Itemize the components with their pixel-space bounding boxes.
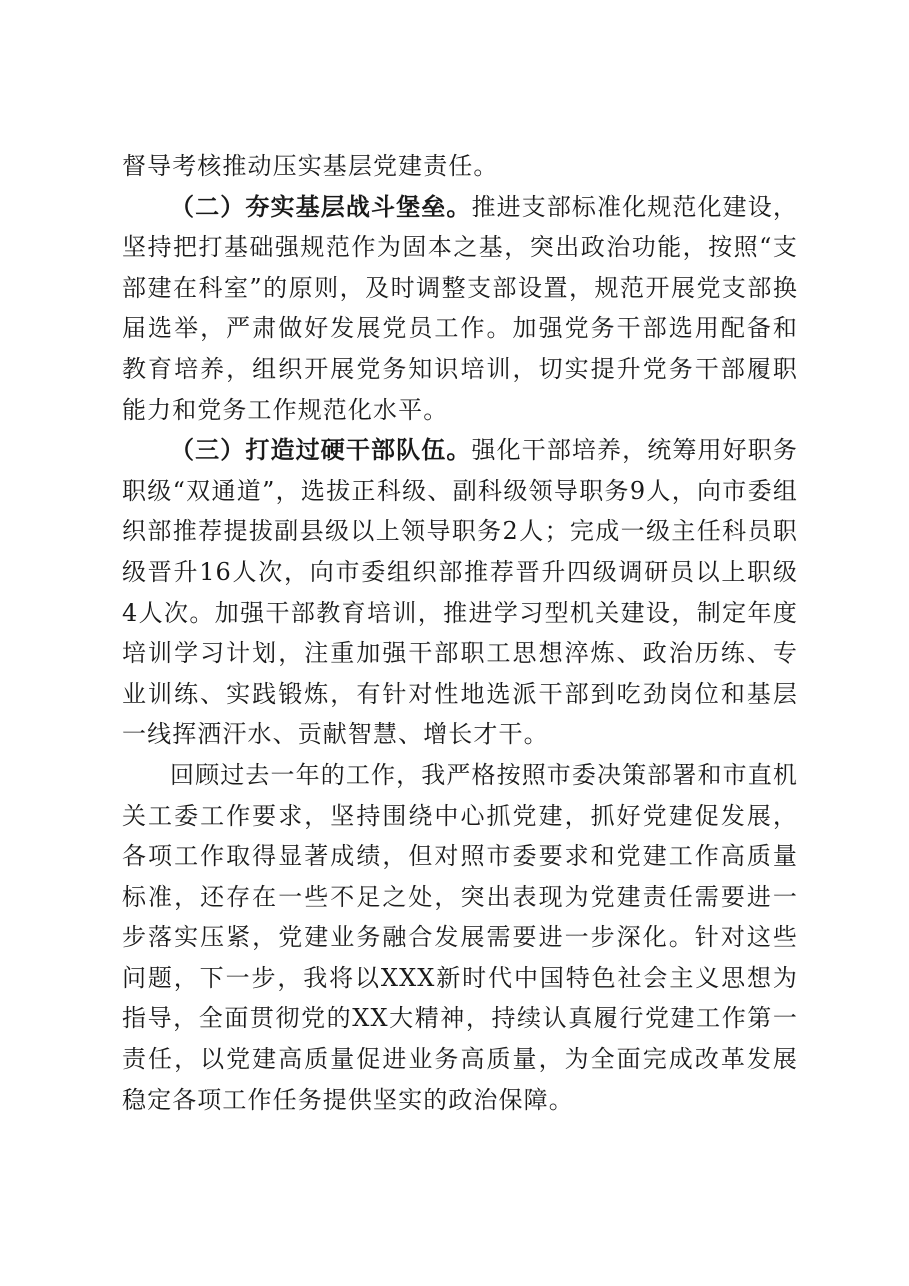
paragraph-continuation [122,146,798,187]
paragraph-text: 强化干部培养，统筹用好职务职级“双通道”，选拔正科级、副科级领导职务9人，向市委组织部推荐提拔副县级以上领导职务2人；完成一级主任科员职级晋升16人次，向市委组织部推荐晋升四级调研员以上职级4人次。加强干部教育培训，推进学习型机关建设，制定年度培训学习计划，注重加强干部职工思想淬炼、政治历练、专业训练、实践锻炼，有针对性地选派干部到吃劲岗位和基层一线挥洒汗水、贡献智慧、增长才干。 [122,436,798,749]
section-heading-2: （二）夯实基层战斗堡垒。 [170,191,472,221]
paragraph-text: 回顾过去一年的工作，我严格按照市委决策部署和市直机关工委工作要求，坚持围绕中心抓党建，抓好党建促发展，各项工作取得显著成绩，但对照市委要求和党建工作高质量标准，还存在一些不足之处，突出表现为党建责任需要进一步落实压紧，党建业务融合发展需要进一步深化。针对这些问题，下一步，我将以XXX新时代中国特色社会主义思想为指导，全面贯彻党的XX大精神，持续认真履行党建工作第一责任，以党建高质量促进业务高质量，为全面完成改革发展稳定各项工作任务提供坚实的政治保障。 [122,760,798,1114]
paragraph-section-2 [122,187,798,431]
paragraph-section-3 [122,430,798,755]
section-heading-3: （三）打造过硬干部队伍。 [170,435,472,465]
paragraph-text: 督导考核推动压实基层党建责任。 [122,152,499,180]
paragraph-text: 推进支部标准化规范化建设，坚持把打基础强规范作为固本之基，突出政治功能，按照“支部建在科室”的原则，及时调整支部设置，规范开展党支部换届选举，严肃做好发展党员工作。加强党务干部选用配备和教育培养，组织开展党务知识培训，切实提升党务干部履职能力和党务工作规范化水平。 [122,192,798,424]
document-body [122,146,798,1120]
paragraph-summary [122,755,798,1120]
